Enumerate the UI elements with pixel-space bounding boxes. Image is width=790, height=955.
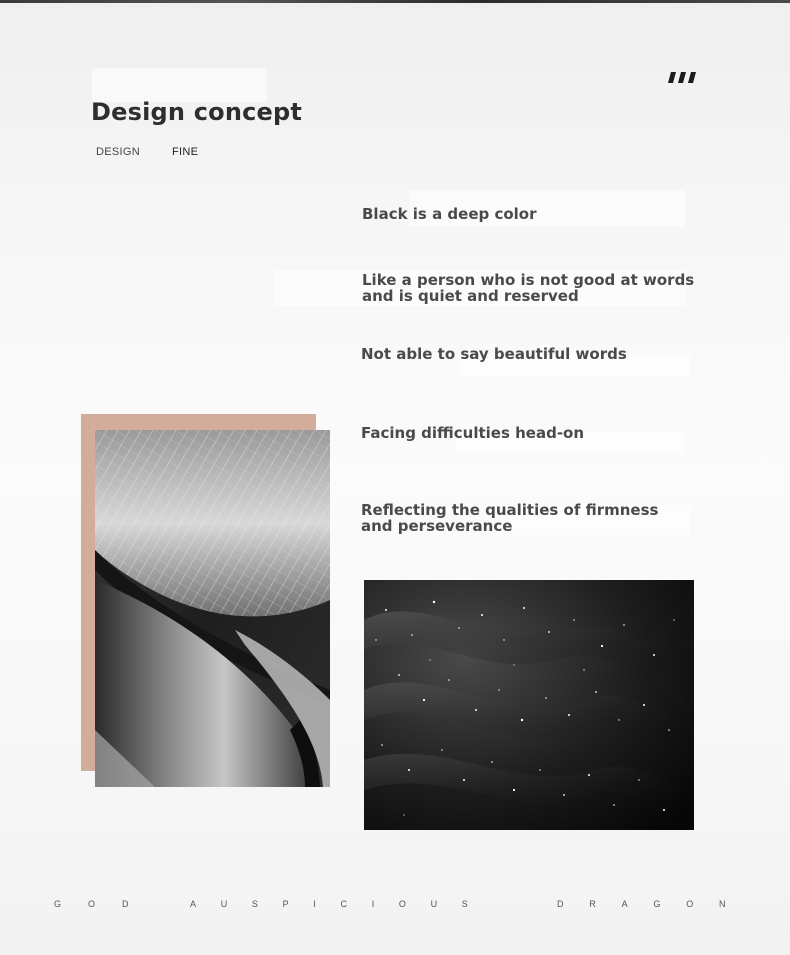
concept-line-quiet-person [362,272,694,304]
quote-mark-icon [668,72,698,84]
top-edge-strip [0,0,790,3]
tag-fine: FINE [172,146,199,158]
black-sparkle-texture-photo [364,580,694,830]
ring-photo [95,430,330,787]
ring-photo-graphic [95,430,330,787]
footer-word-auspicious: AUSPICIOUS [190,899,493,909]
concept-line-beautiful-words: Not able to say beautiful words [361,345,627,363]
page-title: Design concept [91,98,303,126]
concept-line-part: Like a person who is not good at words [362,271,695,289]
concept-line-difficulties: Facing difficulties head-on [361,424,585,442]
footer-word-god: GOD [54,899,156,909]
concept-line-part: and is quiet and reserved [362,287,579,305]
footer-tagline [54,899,752,911]
tag-design: DESIGN [96,146,140,158]
concept-line-perseverance [361,502,658,534]
watermark-patch [92,68,267,102]
footer-word-dragon: DRAGON [557,899,752,909]
concept-line-part: and perseverance [361,517,513,535]
concept-line-part: Reflecting the qualities of firmness [361,501,659,519]
texture-photo-graphic [364,580,694,830]
concept-line-black-color: Black is a deep color [362,205,537,223]
